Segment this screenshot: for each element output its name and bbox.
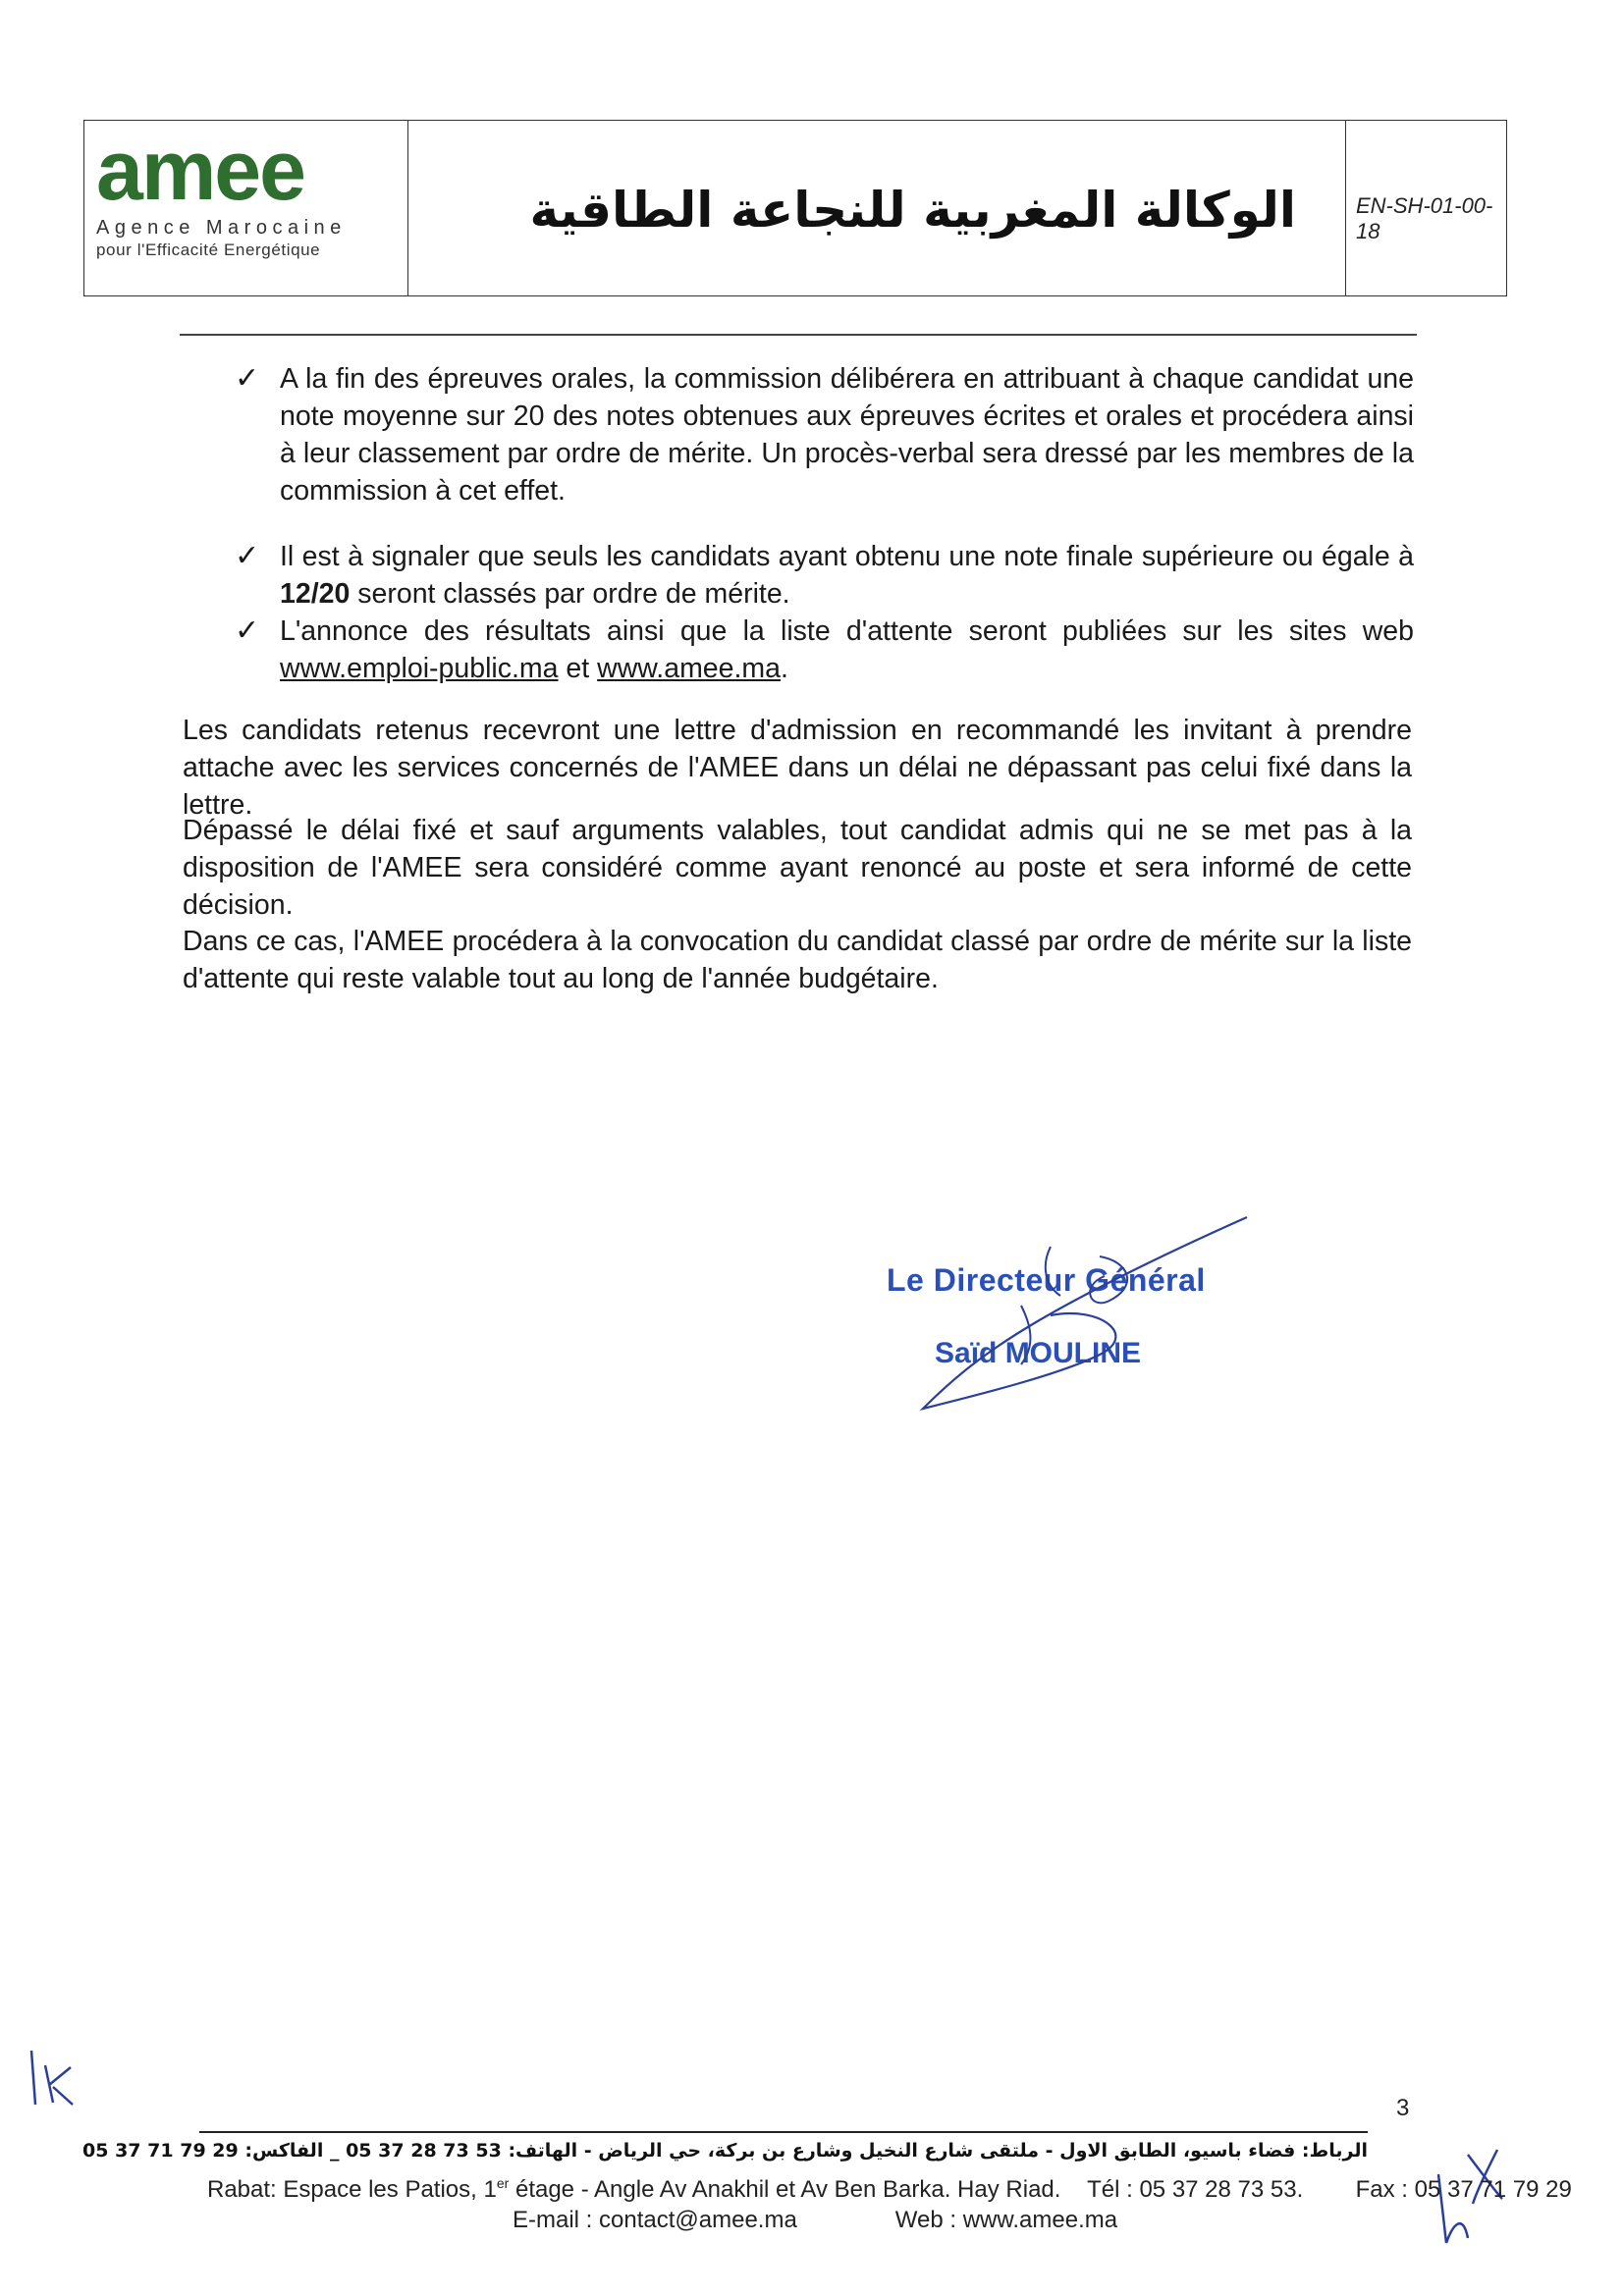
check-item-results-announcement <box>236 613 1414 687</box>
check-item-text-part: et <box>558 653 598 684</box>
document-header <box>83 120 1507 296</box>
check-item-text <box>280 538 1414 613</box>
document-reference-code: EN-SH-01-00-18 <box>1356 193 1493 243</box>
footer-web[interactable]: Web : www.amee.ma <box>894 2207 1118 2233</box>
footer-address-part: Rabat: Espace les Patios, 1 <box>207 2176 497 2203</box>
footer-phone: Tél : 05 37 28 73 53. <box>1087 2176 1304 2203</box>
check-item-text <box>280 613 1414 687</box>
stamp-title: Le Directeur Général <box>887 1262 1206 1298</box>
check-mark-icon: ✓ <box>235 539 260 573</box>
footer-contact <box>513 2207 1117 2234</box>
footer-email[interactable]: E-mail : contact@amee.ma <box>513 2207 797 2233</box>
footer-address-part: étage - Angle Av Anakhil et Av Ben Barka. Hay Riad. <box>509 2176 1061 2203</box>
check-item-text-part: . <box>781 653 788 684</box>
footer-fax: Fax : 05 37 71 79 29 <box>1355 2176 1572 2203</box>
arabic-agency-title: الوكالة المغربية للنجاعة الطاقية <box>529 182 1296 239</box>
check-item-text: A la fin des épreuves orales, la commission délibérera en attribuant à chaque candidat une note moyenne sur 20 des notes obtenues aux épreuves écrites et orales et procédera ainsi à leur classement par ordre de mérite. Un procès-verbal sera dressé par les membres de la commission à cet effet. <box>280 363 1414 507</box>
paragraph-deadline: Dépassé le délai fixé et sauf arguments valables, tout candidat admis qui ne se met pas à la disposition de l'AMEE sera considéré comme ayant renoncé au poste et sera informé de cette décision. <box>183 815 1412 921</box>
check-item-text-part: seront classés par ordre de mérite. <box>350 578 790 610</box>
footer-address <box>207 2175 1572 2204</box>
reference-cell <box>1346 121 1508 295</box>
check-item-minimum-score <box>236 538 1414 613</box>
stamp-name: Saïd MOULINE <box>935 1337 1142 1369</box>
check-mark-icon: ✓ <box>235 361 260 396</box>
logo-tagline-line1: Agence Marocaine <box>96 217 347 239</box>
page-number: 3 <box>1396 2095 1410 2121</box>
signature-stamp <box>864 1207 1276 1433</box>
check-item-deliberation <box>236 360 1414 509</box>
header-separator-line <box>180 334 1417 336</box>
check-mark-icon: ✓ <box>235 614 260 648</box>
paragraph-admission-letter: Les candidats retenus recevront une lettre d'admission en recommandé les invitant à prendre attache avec les services concernés de l'AMEE dans un délai ne dépassant pas celui fixé dans la lettre. <box>183 715 1412 821</box>
minimum-score-value: 12/20 <box>280 578 351 610</box>
check-item-text-part: Il est à signaler que seuls les candidats ayant obtenu une note finale supérieure ou égale à <box>280 541 1414 572</box>
amee-website-link[interactable]: www.amee.ma <box>597 653 782 684</box>
footer-address-sup: er <box>496 2175 510 2191</box>
handwritten-initials-icon <box>24 2046 82 2114</box>
amee-logo: amee <box>96 124 304 218</box>
handwritten-signature-icon <box>864 1207 1276 1433</box>
logo-cell <box>84 121 408 295</box>
title-cell <box>408 121 1346 295</box>
paragraph-waiting-list: Dans ce cas, l'AMEE procédera à la convocation du candidat classé par ordre de mérite sur la liste d'attente qui reste valable tout au long de l'année budgétaire. <box>183 926 1412 994</box>
footer-separator-line <box>199 2131 1368 2133</box>
footer-arabic-address: الرباط: فضاء باسيو، الطابق الاول - ملتقى شارع النخيل وشارع بن بركة، حي الرياض - الهاتف: 53 73 28 37 05 _ الفاكس: 29 79 71 37 05 <box>81 2140 1368 2162</box>
logo-tagline-line2: pour l'Efficacité Energétique <box>96 240 321 259</box>
emploi-public-link[interactable]: www.emploi-public.ma <box>280 653 559 684</box>
check-item-text-part: L'annonce des résultats ainsi que la liste d'attente seront publiées sur les sites web <box>280 615 1414 647</box>
